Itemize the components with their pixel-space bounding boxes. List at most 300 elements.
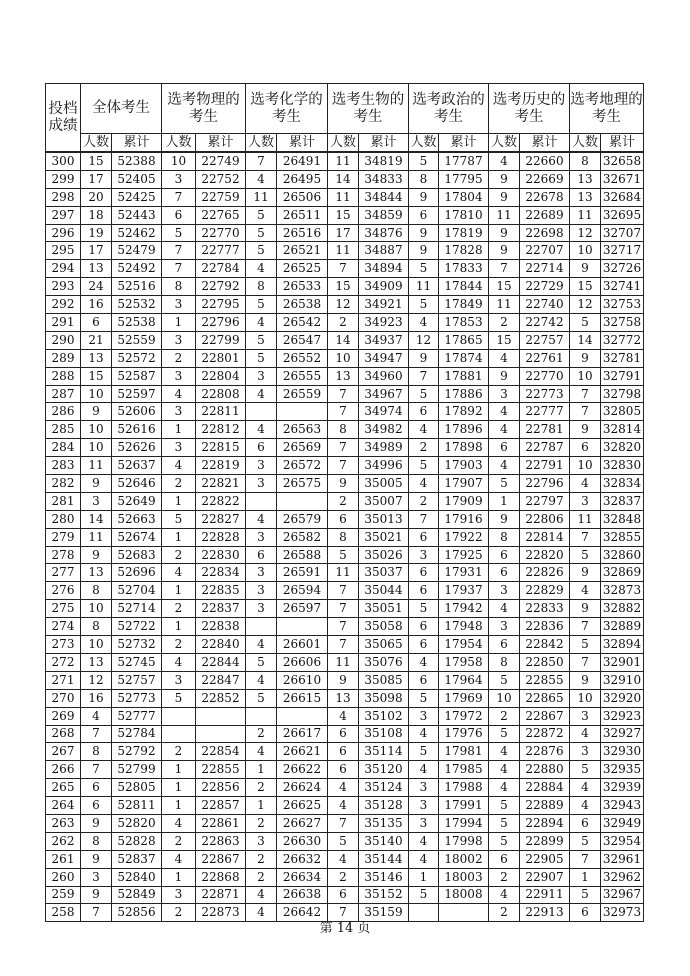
count-cell: 5 [489, 725, 520, 743]
count-cell: 7 [489, 260, 520, 278]
cumulative-cell: 32961 [601, 850, 644, 868]
count-cell: 6 [81, 779, 112, 797]
count-cell: 5 [162, 510, 196, 528]
cumulative-cell: 17853 [439, 314, 489, 332]
cumulative-cell: 52559 [112, 331, 162, 349]
cumulative-cell: 35152 [359, 886, 409, 904]
cumulative-cell: 17991 [439, 797, 489, 815]
count-cell: 12 [81, 671, 112, 689]
header-count: 人数 [81, 134, 112, 153]
cumulative-cell: 34859 [359, 206, 409, 224]
count-cell: 4 [489, 349, 520, 367]
count-cell: 5 [409, 385, 439, 403]
count-cell: 4 [409, 653, 439, 671]
cumulative-cell: 22913 [520, 904, 570, 922]
count-cell: 9 [81, 403, 112, 421]
cumulative-cell: 26572 [277, 457, 328, 475]
count-cell: 5 [246, 689, 277, 707]
count-cell: 6 [246, 439, 277, 457]
count-cell: 9 [489, 224, 520, 242]
cumulative-cell: 22907 [520, 868, 570, 886]
count-cell: 7 [162, 260, 196, 278]
table-row [46, 689, 644, 707]
cumulative-cell: 22773 [520, 385, 570, 403]
cumulative-cell: 22797 [520, 492, 570, 510]
score-distribution-table [45, 83, 644, 922]
cumulative-cell: 17865 [439, 331, 489, 349]
count-cell: 4 [409, 314, 439, 332]
count-cell: 16 [81, 296, 112, 314]
count-cell: 6 [570, 439, 601, 457]
count-cell: 10 [328, 349, 359, 367]
cumulative-cell: 26563 [277, 421, 328, 439]
header-cumulative: 累计 [520, 134, 570, 153]
count-cell: 3 [246, 600, 277, 618]
count-cell: 15 [81, 367, 112, 385]
count-cell: 4 [489, 743, 520, 761]
score-cell: 274 [46, 618, 81, 636]
cumulative-cell: 22880 [520, 761, 570, 779]
score-cell: 271 [46, 671, 81, 689]
count-cell: 7 [570, 653, 601, 671]
cumulative-cell: 22844 [196, 653, 246, 671]
count-cell [246, 403, 277, 421]
count-cell: 1 [162, 582, 196, 600]
count-cell: 6 [489, 439, 520, 457]
cumulative-cell: 26506 [277, 188, 328, 206]
cumulative-cell: 52663 [112, 510, 162, 528]
count-cell: 5 [162, 689, 196, 707]
score-cell: 292 [46, 296, 81, 314]
cumulative-cell: 52606 [112, 403, 162, 421]
score-cell: 276 [46, 582, 81, 600]
count-cell: 6 [328, 743, 359, 761]
cumulative-cell [277, 707, 328, 725]
cumulative-cell: 22761 [520, 349, 570, 367]
cumulative-cell: 35140 [359, 832, 409, 850]
table-row [46, 528, 644, 546]
cumulative-cell: 32798 [601, 385, 644, 403]
cumulative-cell: 32954 [601, 832, 644, 850]
count-cell: 15 [328, 206, 359, 224]
count-cell: 7 [570, 850, 601, 868]
count-cell: 4 [246, 904, 277, 922]
cumulative-cell: 52646 [112, 475, 162, 493]
count-cell: 6 [409, 528, 439, 546]
cumulative-cell: 22863 [196, 832, 246, 850]
cumulative-cell: 26634 [277, 868, 328, 886]
score-cell: 296 [46, 224, 81, 242]
header-biology: 选考生物的考生 [328, 84, 409, 134]
count-cell: 6 [328, 886, 359, 904]
count-cell: 12 [570, 224, 601, 242]
count-cell: 8 [489, 653, 520, 671]
count-cell: 3 [489, 385, 520, 403]
count-cell: 7 [328, 385, 359, 403]
table-header-group-row [46, 84, 644, 134]
count-cell: 7 [328, 582, 359, 600]
count-cell: 3 [409, 546, 439, 564]
header-count: 人数 [410, 135, 437, 150]
cumulative-cell: 22796 [196, 314, 246, 332]
cumulative-cell: 22796 [520, 475, 570, 493]
count-cell: 5 [570, 886, 601, 904]
count-cell: 2 [162, 600, 196, 618]
count-cell: 8 [81, 832, 112, 850]
count-cell: 14 [570, 331, 601, 349]
count-cell: 9 [81, 850, 112, 868]
cumulative-cell: 32930 [601, 743, 644, 761]
table-row [46, 814, 644, 832]
cumulative-cell: 32910 [601, 671, 644, 689]
count-cell: 3 [162, 671, 196, 689]
score-cell: 277 [46, 564, 81, 582]
cumulative-cell: 52674 [112, 528, 162, 546]
count-cell: 17 [328, 224, 359, 242]
cumulative-cell: 32830 [601, 457, 644, 475]
cumulative-cell: 17985 [439, 761, 489, 779]
cumulative-cell: 32753 [601, 296, 644, 314]
count-cell: 13 [81, 349, 112, 367]
count-cell: 11 [489, 296, 520, 314]
cumulative-cell: 34887 [359, 242, 409, 260]
header-cumulative: 累计 [112, 134, 162, 153]
cumulative-cell: 34982 [359, 421, 409, 439]
cumulative-cell: 26569 [277, 439, 328, 457]
table-row [46, 779, 644, 797]
count-cell: 8 [328, 528, 359, 546]
count-cell: 3 [162, 439, 196, 457]
cumulative-cell: 22857 [196, 797, 246, 815]
cumulative-cell: 22669 [520, 170, 570, 188]
cumulative-cell: 22827 [196, 510, 246, 528]
count-cell: 9 [81, 546, 112, 564]
count-cell: 3 [489, 582, 520, 600]
count-cell: 2 [489, 707, 520, 725]
cumulative-cell: 32848 [601, 510, 644, 528]
count-cell: 7 [570, 618, 601, 636]
cumulative-cell: 35146 [359, 868, 409, 886]
cumulative-cell: 22820 [520, 546, 570, 564]
cumulative-cell: 35159 [359, 904, 409, 922]
cumulative-cell: 22911 [520, 886, 570, 904]
header-count: 人数 [489, 134, 520, 153]
count-cell: 5 [489, 832, 520, 850]
count-cell: 5 [409, 457, 439, 475]
table-row [46, 367, 644, 385]
page-number: 第 14 页 [319, 921, 371, 936]
cumulative-cell: 26555 [277, 367, 328, 385]
header-history: 选考历史的考生 [489, 84, 570, 134]
count-cell [162, 725, 196, 743]
score-cell: 299 [46, 170, 81, 188]
count-cell: 15 [81, 152, 112, 170]
count-cell: 13 [81, 260, 112, 278]
cumulative-cell [196, 725, 246, 743]
count-cell: 9 [328, 671, 359, 689]
count-cell: 7 [570, 403, 601, 421]
score-cell: 280 [46, 510, 81, 528]
count-cell: 5 [246, 224, 277, 242]
cumulative-cell: 18003 [439, 868, 489, 886]
count-cell: 2 [489, 904, 520, 922]
cumulative-cell: 26624 [277, 779, 328, 797]
count-cell: 4 [328, 850, 359, 868]
count-cell: 6 [570, 814, 601, 832]
table-row [46, 600, 644, 618]
cumulative-cell: 17886 [439, 385, 489, 403]
count-cell: 5 [409, 260, 439, 278]
table-row [46, 170, 644, 188]
count-cell: 4 [570, 582, 601, 600]
header-count: 人数 [570, 134, 601, 153]
count-cell: 3 [246, 528, 277, 546]
count-cell: 3 [246, 582, 277, 600]
cumulative-cell: 52492 [112, 260, 162, 278]
count-cell: 3 [246, 564, 277, 582]
cumulative-cell: 26617 [277, 725, 328, 743]
count-cell: 1 [162, 868, 196, 886]
count-cell: 9 [489, 242, 520, 260]
cumulative-cell: 22861 [196, 814, 246, 832]
count-cell: 4 [246, 170, 277, 188]
score-cell: 262 [46, 832, 81, 850]
score-cell: 291 [46, 314, 81, 332]
cumulative-cell: 32837 [601, 492, 644, 510]
cumulative-cell: 26538 [277, 296, 328, 314]
cumulative-cell: 22894 [520, 814, 570, 832]
count-cell: 10 [570, 367, 601, 385]
cumulative-cell: 26630 [277, 832, 328, 850]
count-cell: 17 [81, 170, 112, 188]
count-cell: 3 [489, 618, 520, 636]
cumulative-cell: 52799 [112, 761, 162, 779]
count-cell: 3 [409, 814, 439, 832]
count-cell: 2 [162, 743, 196, 761]
cumulative-cell: 22821 [196, 475, 246, 493]
count-cell: 15 [570, 278, 601, 296]
cumulative-cell: 32855 [601, 528, 644, 546]
header-cumulative: 累计 [277, 134, 328, 153]
count-cell: 3 [162, 296, 196, 314]
cumulative-cell: 22884 [520, 779, 570, 797]
cumulative-cell: 34909 [359, 278, 409, 296]
cumulative-cell: 35065 [359, 636, 409, 654]
count-cell: 6 [81, 314, 112, 332]
table-row [46, 152, 644, 170]
cumulative-cell: 52516 [112, 278, 162, 296]
cumulative-cell: 32901 [601, 653, 644, 671]
table-row [46, 868, 644, 886]
count-cell: 8 [81, 618, 112, 636]
cumulative-cell: 32814 [601, 421, 644, 439]
header-cumulative: 累计 [439, 134, 489, 153]
count-cell: 4 [81, 707, 112, 725]
cumulative-cell: 22757 [520, 331, 570, 349]
cumulative-cell: 52597 [112, 385, 162, 403]
cumulative-cell: 17964 [439, 671, 489, 689]
cumulative-cell: 26582 [277, 528, 328, 546]
header-cumulative: 累计 [359, 134, 409, 153]
cumulative-cell: 17849 [439, 296, 489, 314]
count-cell: 7 [409, 367, 439, 385]
count-cell: 9 [328, 475, 359, 493]
count-cell: 11 [328, 242, 359, 260]
count-cell: 6 [81, 797, 112, 815]
cumulative-cell: 17981 [439, 743, 489, 761]
cumulative-cell: 22714 [520, 260, 570, 278]
count-cell: 5 [409, 689, 439, 707]
table-row [46, 260, 644, 278]
cumulative-cell: 22822 [196, 492, 246, 510]
count-cell: 1 [162, 618, 196, 636]
header-cumulative: 累计 [196, 134, 246, 153]
count-cell: 5 [489, 475, 520, 493]
cumulative-cell: 34876 [359, 224, 409, 242]
cumulative-cell: 26610 [277, 671, 328, 689]
cumulative-cell: 52722 [112, 618, 162, 636]
cumulative-cell: 32869 [601, 564, 644, 582]
cumulative-cell: 17954 [439, 636, 489, 654]
cumulative-cell: 22707 [520, 242, 570, 260]
cumulative-cell: 22777 [520, 403, 570, 421]
cumulative-cell: 52805 [112, 779, 162, 797]
cumulative-cell: 26615 [277, 689, 328, 707]
count-cell: 2 [489, 868, 520, 886]
cumulative-cell: 52696 [112, 564, 162, 582]
count-cell: 7 [328, 439, 359, 457]
cumulative-cell: 26594 [277, 582, 328, 600]
count-cell: 4 [162, 850, 196, 868]
header-geography: 选考地理的考生 [570, 84, 644, 134]
count-cell: 4 [409, 832, 439, 850]
count-cell: 9 [570, 600, 601, 618]
cumulative-cell: 32695 [601, 206, 644, 224]
cumulative-cell: 18002 [439, 850, 489, 868]
count-cell: 9 [489, 510, 520, 528]
count-cell: 9 [489, 367, 520, 385]
count-cell: 2 [489, 314, 520, 332]
cumulative-cell: 26597 [277, 600, 328, 618]
count-cell: 4 [162, 814, 196, 832]
score-cell: 268 [46, 725, 81, 743]
cumulative-cell: 17881 [439, 367, 489, 385]
cumulative-cell: 34921 [359, 296, 409, 314]
header-politics: 选考政治的考生 [409, 84, 489, 134]
count-cell: 9 [570, 349, 601, 367]
count-cell: 6 [489, 850, 520, 868]
table-row [46, 475, 644, 493]
count-cell: 11 [328, 188, 359, 206]
cumulative-cell: 22770 [520, 367, 570, 385]
cumulative-cell: 26552 [277, 349, 328, 367]
header-cumulative: 累计 [601, 134, 644, 153]
count-cell: 2 [162, 349, 196, 367]
count-cell: 10 [489, 689, 520, 707]
header-count: 人数 [246, 134, 277, 153]
table-row [46, 886, 644, 904]
score-cell: 289 [46, 349, 81, 367]
count-cell: 7 [328, 814, 359, 832]
cumulative-cell: 17819 [439, 224, 489, 242]
count-cell: 20 [81, 188, 112, 206]
table-row [46, 314, 644, 332]
cumulative-cell: 22660 [520, 152, 570, 170]
count-cell: 4 [409, 761, 439, 779]
cumulative-cell: 32671 [601, 170, 644, 188]
count-cell: 14 [328, 331, 359, 349]
score-cell: 294 [46, 260, 81, 278]
cumulative-cell: 26575 [277, 475, 328, 493]
cumulative-cell: 22770 [196, 224, 246, 242]
cumulative-cell: 26521 [277, 242, 328, 260]
count-cell: 8 [81, 743, 112, 761]
cumulative-cell: 22819 [196, 457, 246, 475]
count-cell: 4 [328, 797, 359, 815]
cumulative-cell: 26542 [277, 314, 328, 332]
count-cell: 4 [489, 152, 520, 170]
table-row [46, 224, 644, 242]
count-cell: 3 [246, 367, 277, 385]
count-cell: 10 [570, 457, 601, 475]
count-cell: 4 [409, 725, 439, 743]
count-cell: 10 [81, 421, 112, 439]
header-count: 人数 [328, 134, 359, 153]
count-cell [246, 492, 277, 510]
count-cell: 4 [489, 600, 520, 618]
count-cell: 4 [246, 671, 277, 689]
cumulative-cell: 52840 [112, 868, 162, 886]
cumulative-cell: 22729 [520, 278, 570, 296]
count-cell: 1 [162, 528, 196, 546]
count-cell: 4 [489, 421, 520, 439]
table-header-sub-row [46, 134, 644, 153]
score-cell: 295 [46, 242, 81, 260]
count-cell: 7 [328, 904, 359, 922]
score-cell: 272 [46, 653, 81, 671]
cumulative-cell: 34844 [359, 188, 409, 206]
count-cell: 4 [489, 403, 520, 421]
table-row [46, 331, 644, 349]
count-cell: 5 [570, 832, 601, 850]
cumulative-cell: 17976 [439, 725, 489, 743]
cumulative-cell: 32927 [601, 725, 644, 743]
count-cell: 4 [570, 797, 601, 815]
header-all-students: 全体考生 [81, 84, 162, 134]
table-row [46, 761, 644, 779]
cumulative-cell: 32658 [601, 152, 644, 170]
cumulative-cell: 22826 [520, 564, 570, 582]
count-cell [246, 618, 277, 636]
cumulative-cell: 22792 [196, 278, 246, 296]
cumulative-cell: 52649 [112, 492, 162, 510]
count-cell: 11 [409, 278, 439, 296]
cumulative-cell: 52745 [112, 653, 162, 671]
table-row [46, 546, 644, 564]
cumulative-cell: 22852 [196, 689, 246, 707]
score-cell: 290 [46, 331, 81, 349]
count-cell: 7 [409, 510, 439, 528]
cumulative-cell: 52714 [112, 600, 162, 618]
count-cell: 3 [246, 475, 277, 493]
count-cell: 4 [489, 886, 520, 904]
score-cell: 260 [46, 868, 81, 886]
table-row [46, 832, 644, 850]
count-cell: 15 [489, 278, 520, 296]
cumulative-cell: 32726 [601, 260, 644, 278]
count-cell: 6 [570, 904, 601, 922]
count-cell: 11 [81, 457, 112, 475]
